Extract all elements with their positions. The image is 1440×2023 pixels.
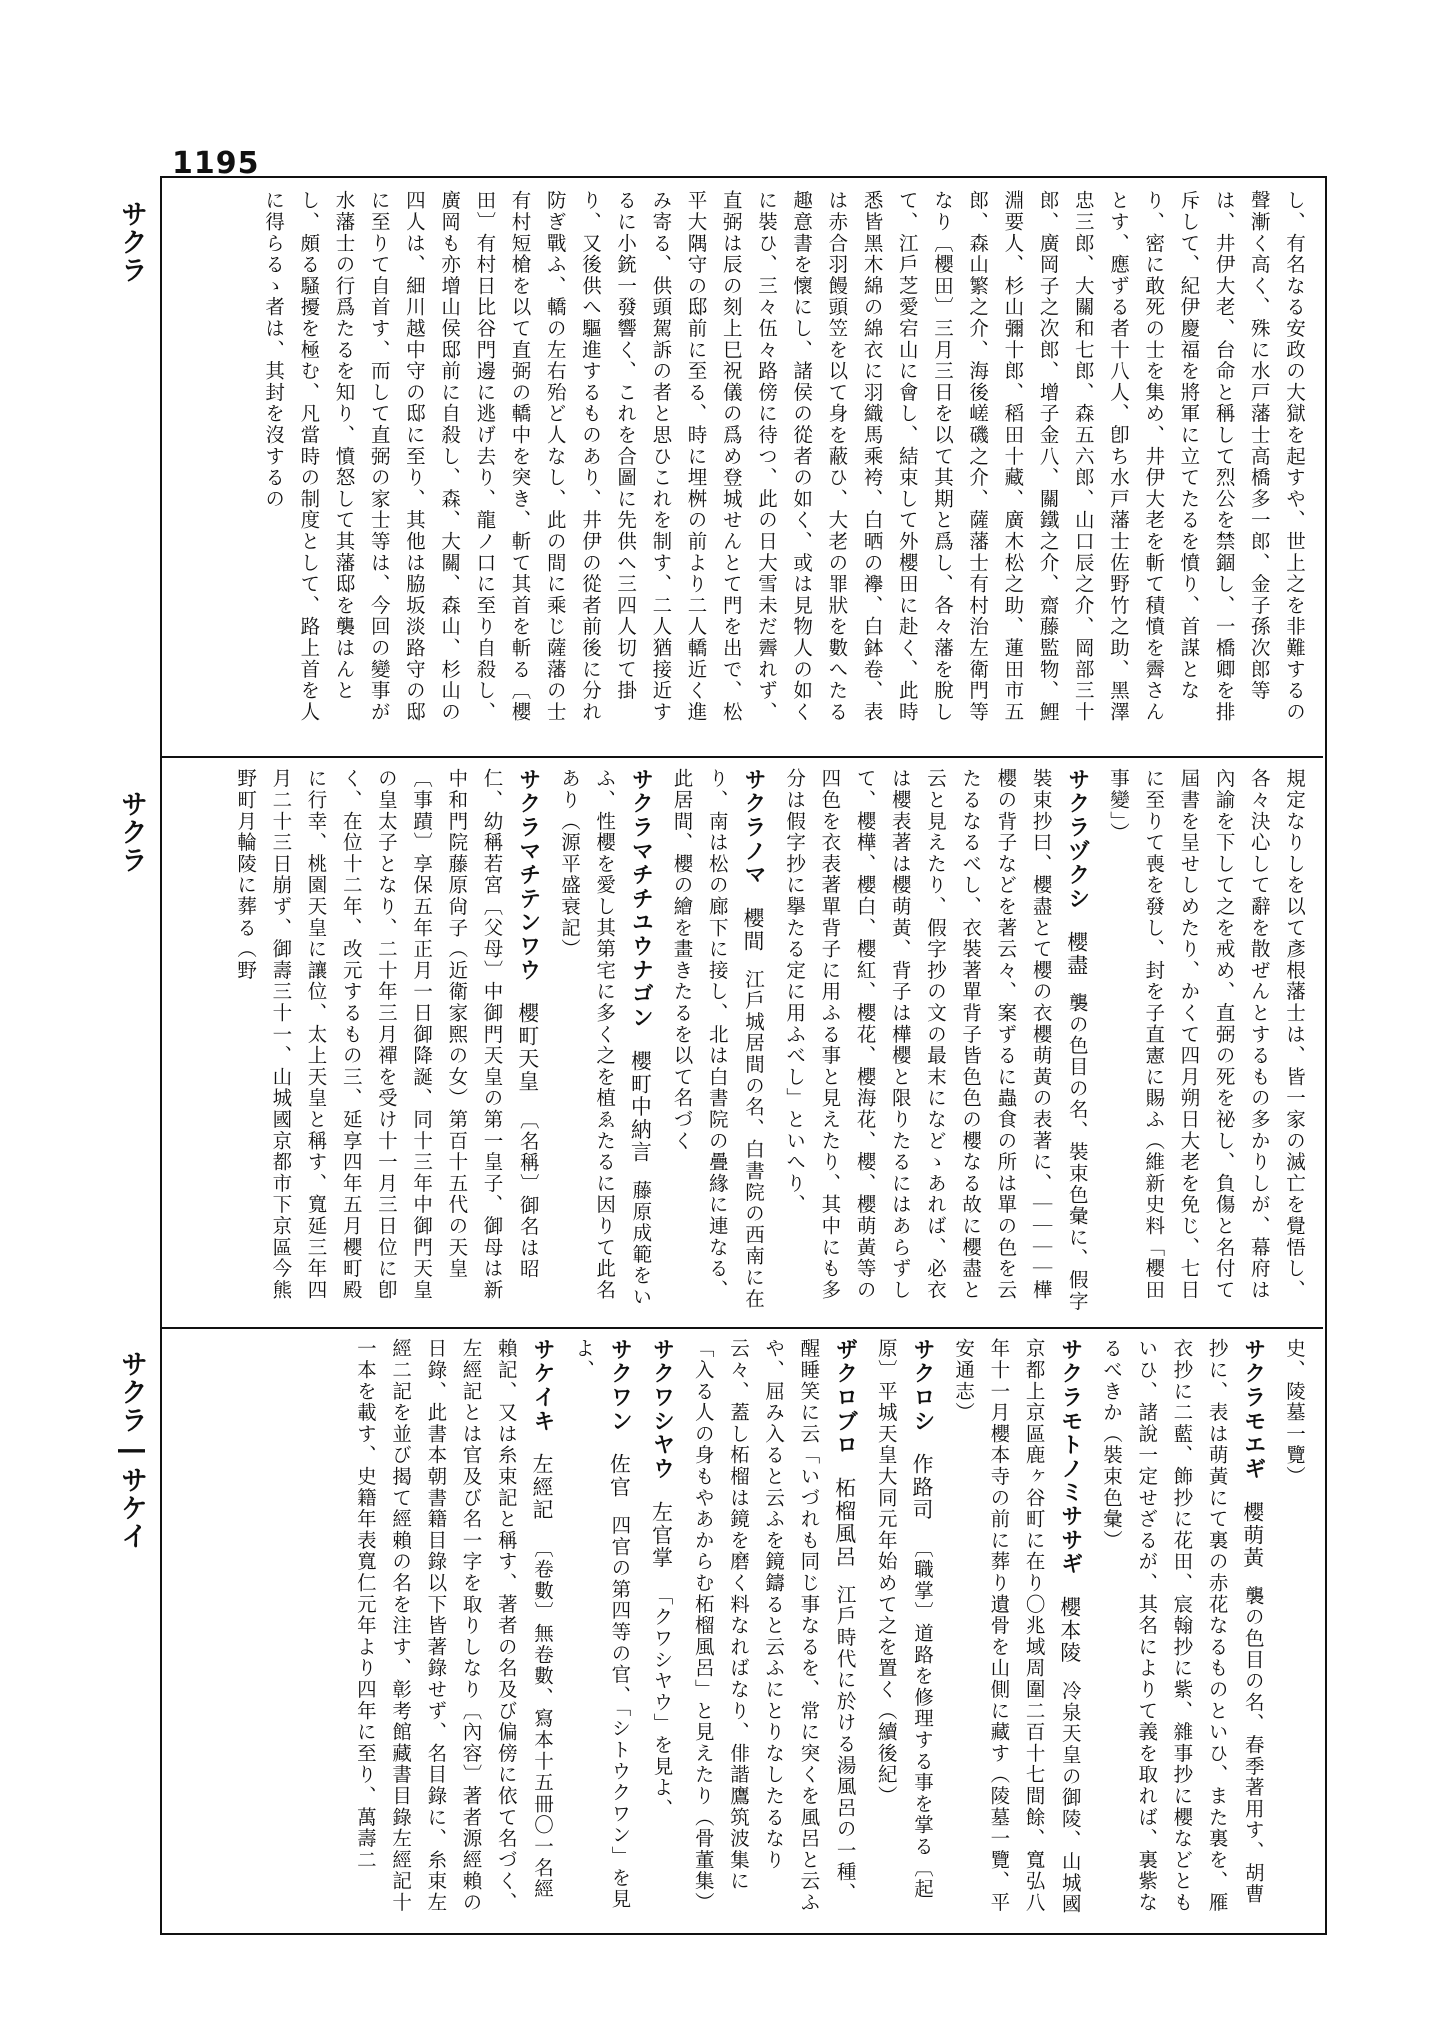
entry-text: 〔職掌〕道路を修理する事を掌る〔起原〕平城天皇大同元年始めて之を置く（續後紀） bbox=[874, 1338, 934, 1900]
section-1 bbox=[172, 190, 1312, 740]
entry-text: 藤原成範をいふ、性櫻を愛し其第宅に多く之を植ゑたるに因りて此名あり（源平盛衰記） bbox=[557, 768, 653, 1308]
section-divider bbox=[160, 1327, 1323, 1329]
entry-sakuwashou bbox=[643, 1338, 679, 1918]
entry-kanji: 櫻間 bbox=[740, 907, 765, 953]
entry-headword: サクラモトノミササギ bbox=[1057, 1338, 1083, 1576]
entry-headword: サクラヅクシ bbox=[1064, 768, 1090, 911]
entry-sakuranoma bbox=[664, 768, 771, 1318]
entry-text: し、有名なる安政の大獄を起すや、世上之を非難するの聲漸く高く、殊に水戸藩士高橋多一郎、金子孫次郎等は、井伊大老、台命と稱して烈公を禁錮し、一橋卿を排斥して、紀伊慶福を將軍に立てたるを憤り、首謀となり、密に敢死の士を集め、井伊大老を斬て積憤を霽さんとす、應ずる者十八人、卽ち水戸藩士佐野竹之助、黑澤忠三郎、大關和七郎、森五六郎、山口辰之介、岡部三十郎、廣岡子之次郎、增子金八、關鐵之介、齋藤監物、鯉淵要人、杉山彌十郎、稻田十藏、廣木松之助、蓮田市五郎、森山繁之介、海後嵯磯之介、薩藩士有村治左衛門等なり〔櫻田〕三月三日を以て其期と爲し、各々藩を脫して、江戶芝愛宕山に會し、結束して外櫻田に赴く、此時悉皆黑木綿の綿衣に羽織馬乘袴、白晒の襷、白鉢卷、表は赤合羽饅頭笠を以て身を蔽ひ、大老の罪狀を數へたる趣意書を懷にし、諸侯の從者の如く、或は見物人の如くに裝ひ、三々伍々路傍に待つ、此の日大雪未だ霽れず、直弼は辰の刻上巳祝儀の爲め登城せんとて門を出で、松平大隅守の邸前に至る、時に埋桝の前より二人轎近く進み寄る、供頭駕訴の者と思ひこれを制す、二人猶接近するに小銃一發響く、これを合圖に先供へ三四人切て掛り、又後供へ驅進するものあり、井伊の從者前後に分れ防ぎ戰ふ、轎の左右殆ど人なし、此の間に乘じ薩藩の士有村短槍を以て直弼の轎中を突き、斬て其首を斬る〔櫻田〕有村日比谷門邊に逃げ去り、龍ノ口に至り自殺し、廣岡も亦增山侯邸前に自殺し、森、大關、森山、杉山の四人は、細川越中守の邸に至り、其他は脇坂淡路守の邸に至りて自首す、而して直弼の家士等は、今回の變事が水藩士の行爲たるを知り、憤怒して其藩邸を襲はんとし、頗る騷擾を極む、凡當時の制度として、路上首を人に得らるゝ者は、其封を沒するの bbox=[262, 190, 1306, 723]
entry-kanji: 櫻盡 bbox=[1064, 930, 1089, 977]
entry-kanji: 櫻本陵 bbox=[1057, 1596, 1082, 1665]
entry-text: 「クワシヤウ」を見よ、 bbox=[650, 1585, 674, 1820]
entry-continuation bbox=[256, 190, 1312, 740]
entry-sakuramachi-chunagon bbox=[552, 768, 659, 1318]
entry-headword: サケイキ bbox=[529, 1338, 555, 1434]
entry-text: 江戶城居間の名、白書院の西南に在り、南は松の廊下に接し、北は白書院の疊緣に連なる、此居間、櫻の繪を畫きたるを以て名づく bbox=[670, 768, 765, 1310]
running-head-3: サクラ―サケイ bbox=[116, 1350, 147, 1550]
entry-headword: サクラノマ bbox=[740, 768, 766, 887]
entry-sakuramoegi bbox=[1094, 1338, 1271, 1918]
entry-kanji: 佐官 bbox=[607, 1453, 632, 1499]
entry-sakeiki bbox=[348, 1338, 560, 1918]
entry-kanji: 櫻萌黃 bbox=[1240, 1500, 1265, 1570]
entry-sakuwan bbox=[566, 1338, 637, 1918]
entry-headword: サクラモエギ bbox=[1240, 1338, 1266, 1481]
running-head-2: サクラ bbox=[116, 790, 147, 874]
entry-headword: サクロシ bbox=[909, 1338, 935, 1434]
entry-kanji: 左官掌 bbox=[649, 1500, 674, 1570]
entry-kanji: 柘榴風呂 bbox=[832, 1477, 857, 1569]
entry-text: 冷泉天皇の御陵、山城國京都上京區鹿ヶ谷町に在り〇兆域周圍二百十七間餘、寬弘八年十一月櫻本寺の前に葬り遺骨を山側に藏す（陵墓一覽、平安通志） bbox=[952, 1338, 1082, 1915]
entry-kanji: 作路司 bbox=[909, 1453, 934, 1522]
entry-sakuramoto-misasagi bbox=[946, 1338, 1088, 1918]
entry-text: 〔名稱〕御名は昭仁、幼稱若宮〔父母〕中御門天皇の第一皇子、御母は新中和門院藤原尙子（近衛家煕の女）第百十五代の天皇〔事蹟〕享保五年正月一日御降誕、同十三年中御門天皇の皇太子となり、二十年三月禪を受け十一月三日位に卽く、在位十二年、改元するもの三、延享四年五月櫻町殿に行幸、桃園天皇に讓位、太上天皇と稱す、寬延三年四月二十三日崩ず、御壽三十一、山城國京都市下京區今熊野町月輪陵に葬る（野 bbox=[234, 768, 540, 1301]
entry-text: 史、陵墓一覽） bbox=[1283, 1338, 1306, 1488]
entry-headword: サクワシヤウ bbox=[649, 1338, 675, 1481]
section-2 bbox=[172, 768, 1312, 1318]
entry-kanji: 櫻町天皇 bbox=[515, 1002, 540, 1094]
entry-kanji: 櫻町中納言 bbox=[628, 1049, 653, 1164]
entry-sakuramachi-tenno bbox=[228, 768, 546, 1318]
entry-text: 襲の色目の名、春季著用す、胡曹抄に、表は萌黃にて裏の赤花なるものといひ、また裏を、雁衣抄に二藍、飾抄に花田、宸翰抄に紫、雜事抄に櫻などともいひ、諸說一定せざるが、其名によりて義を取れば、裏紫なるべきか（裝束色彙） bbox=[1099, 1338, 1265, 1914]
section-3 bbox=[172, 1338, 1312, 1918]
entry-text: 〔卷數〕無卷數、寫本十五冊〇一名經賴記、又は糸束記と稱す、著者の名及び偏傍に依て名づく、左經記とは官及び名一字を取りしなり〔內容〕著者源經賴の日錄、此書本朝書籍目錄以下皆著錄せず、名目錄に、糸束左經二記を並び揭て經賴の名を注す、彰考館藏書目錄左經記十一本を載す、史籍年表寬仁元年より四年に至り、萬壽二 bbox=[353, 1338, 554, 1914]
entry-headword: サクラマチテンワウ bbox=[515, 768, 541, 983]
entry-text: 襲の色目の名、裝束色彙に、假字裝束抄曰、櫻盡とて櫻の衣櫻萌黃の表著に、｜｜｜｜樺櫻の背子などを著云々、案ずるに蟲食の所は單の色を云たるなるべし、衣裝著單背子皆色色の櫻なる故に櫻盡と云と見えたり、假字抄の文の最末になどゝあれば、必衣は櫻表著は櫻萌黃、背子は樺櫻と限りたるにはあらずして、櫻樺、櫻白、櫻紅、櫻花、櫻海花、櫻、櫻萌黃等の四色を衣表著單背子に用ふる事と見えたり、其中にも多分は假字抄に擧たる定に用ふべし」といへり、 bbox=[783, 768, 1089, 1312]
page-number: 1195 bbox=[172, 146, 260, 181]
entry-continuation bbox=[1277, 1338, 1312, 1918]
entry-sakurazukushi bbox=[777, 768, 1095, 1318]
entry-text: 江戶時代に於ける湯風呂の一種、醒睡笑に云「いづれも同じ事なるを、常に突くを風呂と云ふや、屈み入ると云ふを鏡鑄ると云ふにとりなしたるなり云々、蓋し柘榴は鏡を磨く料なればなり、俳諧鷹筑波集に「入る人の身もやあからむ柘榴風呂」と見えたり（骨董集） bbox=[691, 1338, 857, 1914]
entry-text: 四官の第四等の官、「シトウクワン」を見よ、 bbox=[572, 1338, 632, 1910]
section-divider bbox=[160, 756, 1323, 758]
entry-headword: ザクロブロ bbox=[832, 1338, 858, 1457]
entry-text: 規定なりしを以て彥根藩士は、皆一家の滅亡を覺悟し、各々決心して辭を散ぜんとするもの多かりしが、幕府は內諭を下して之を戒め、直弼の死を祕し、負傷と名付て屆書を呈せしめたり、かくて四月朔日大老を免じ、七日に至りて喪を發し、封を子直憲に賜ふ（維新史料「櫻田事變」） bbox=[1106, 768, 1306, 1301]
entry-zakuroburo bbox=[686, 1338, 863, 1918]
entry-continuation bbox=[1101, 768, 1312, 1318]
entry-headword: サクラマチチユウナゴン bbox=[628, 768, 654, 1030]
entry-headword: サクワン bbox=[607, 1338, 633, 1434]
running-head-1: サクラ bbox=[116, 200, 147, 284]
entry-sakuroshi bbox=[869, 1338, 940, 1918]
entry-kanji: 左經記 bbox=[529, 1453, 554, 1522]
